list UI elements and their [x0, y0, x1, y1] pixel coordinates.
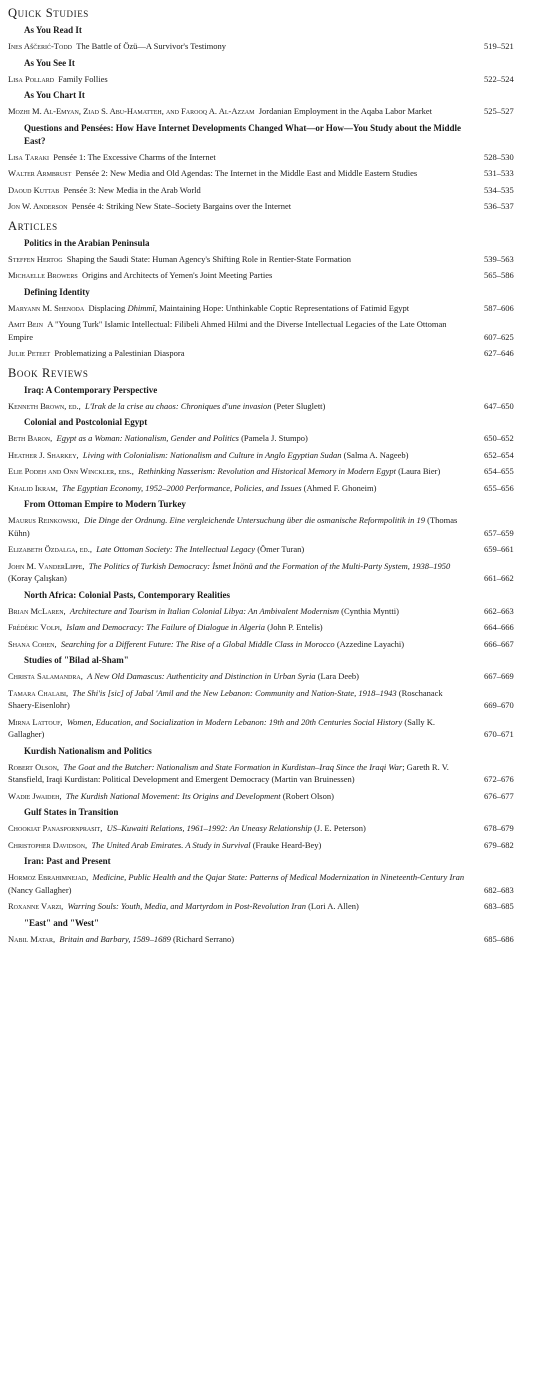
entry-pages: 672–676	[484, 774, 514, 784]
entry-title: A "Young Turk" Islamic Intellectual: Filibeli Ahmed Hilmi and the Diverse Intellectual Legacies of the Late Ottoman Empire	[8, 319, 447, 342]
entry-author: Michaelle Browers	[8, 270, 78, 280]
subsection-heading: Gulf States in Transition	[24, 807, 119, 817]
entry-title-italic: Women, Education, and Socialization in Modern Lebanon: 19th and 20th Centuries Social History	[66, 716, 403, 727]
toc-entry[interactable]	[0, 687, 550, 712]
entry-title: Jordanian Employment in the Aqaba Labor Market	[258, 106, 432, 116]
entry-author: Maryann M. Shenoda	[8, 302, 85, 313]
toc-entry[interactable]	[0, 73, 550, 86]
subsection-heading: "East" and "West"	[24, 917, 99, 928]
entry-title-post: (Roschanack Shaery-Eisenlohr)	[8, 687, 443, 710]
entry-pages: 522–524	[484, 73, 514, 84]
entry-pages: 669–670	[484, 700, 514, 710]
toc-entry[interactable]	[0, 40, 550, 53]
toc-entry[interactable]	[0, 761, 550, 786]
entry-pages: 662–663	[484, 605, 514, 616]
entry-pages: 587–606	[484, 302, 514, 313]
entry-pages: 607–625	[484, 331, 514, 342]
entry-author: Beth Baron,	[8, 433, 53, 443]
entry-title-post: (Koray Çalışkan)	[8, 573, 67, 583]
entry-pages: 534–535	[484, 184, 514, 195]
subsection-heading: Studies of "Bilad al-Sham"	[24, 655, 129, 665]
toc-entry[interactable]	[0, 269, 550, 282]
subsection-heading: As You See It	[24, 57, 75, 68]
toc-entry[interactable]	[0, 543, 550, 556]
entry-author: Lisa Pollard	[8, 73, 55, 84]
entry-title-post: (Sally K. Gallagher)	[8, 716, 436, 739]
entry-author: Christa Salamandra,	[8, 671, 83, 681]
subsection-heading: Questions and Pensées: How Have Internet Developments Changed What—or How—You Study about the Middle East?	[24, 122, 461, 146]
entry-title-italic: Britain and Barbary, 1589–1689	[59, 933, 171, 944]
entry-title-post: ; Gareth R. V. Stansfield, Iraqi Kurdistan: Political Development and Emergent Democracy (Martin van Bruinessen)	[8, 761, 449, 784]
entry-title-italic: The United Arab Emirates. A Study in Survival	[91, 839, 251, 850]
toc-entry[interactable]	[0, 839, 550, 852]
subsection-heading: North Africa: Colonial Pasts, Contemporary Realities	[24, 589, 230, 600]
toc-entry[interactable]	[0, 465, 550, 478]
entry-title-italic: Medicine, Public Health and the Qajar State: Patterns of Medical Modernization in Nineteenth-Century Iran	[92, 872, 465, 882]
entry-title-italic: Dhimmī	[127, 302, 155, 313]
entry-pages: 647–650	[484, 400, 514, 411]
entry-pages: 659–661	[484, 544, 514, 554]
entry-author: Robert Olson,	[8, 761, 60, 772]
toc-entry[interactable]	[0, 605, 550, 618]
entry-author: Steffen Hertog	[8, 253, 63, 264]
entry-pages: 528–530	[484, 151, 514, 162]
entry-author: Tamara Chalabi,	[8, 687, 69, 698]
entry-author: Ines Aščerić-Todd	[8, 41, 72, 51]
toc-entry[interactable]	[0, 318, 550, 343]
entry-pages: 682–683	[484, 884, 514, 895]
toc-entry[interactable]	[0, 253, 550, 266]
entry-author: Julie Peteet	[8, 348, 51, 358]
subsection-heading: Iran: Past and Present	[24, 856, 111, 866]
entry-author: Maurus Reinkowski,	[8, 515, 80, 525]
entry-title-italic: US–Kuwaiti Relations, 1961–1992: An Uneasy Relationship	[106, 823, 312, 833]
toc-entry[interactable]	[0, 716, 550, 741]
entry-title-post: , Maintaining Hope: Unthinkable Coptic Representations of Fatimid Egypt	[154, 302, 410, 313]
entry-title-italic: Architecture and Tourism in Italian Colonial Libya: An Ambivalent Modernism	[69, 605, 339, 616]
entry-title: The Battle of Özü—A Survivor's Testimony	[76, 41, 227, 51]
toc-entry[interactable]	[0, 790, 550, 803]
subsection-heading: Politics in the Arabian Peninsula	[24, 237, 150, 248]
entry-pages: 657–659	[484, 527, 514, 538]
entry-author: Roxanne Varzi,	[8, 901, 64, 911]
entry-author: Elizabeth Özdalga, ed.,	[8, 544, 92, 554]
entry-author: Amit Bein	[8, 319, 43, 329]
entry-author: Daoud Kuttab	[8, 184, 60, 195]
section-title: Articles	[8, 218, 58, 233]
entry-author: Chookiat Panaspornprasit,	[8, 823, 103, 833]
toc-entry[interactable]	[0, 167, 550, 180]
entry-title: Shaping the Saudi State: Human Agency's Shifting Role in Rentier-State Formation	[66, 253, 351, 264]
entry-title-post: (Thomas Kühn)	[8, 515, 458, 538]
entry-author: John M. VanderLippe,	[8, 560, 85, 571]
entry-pages: 525–527	[484, 106, 514, 116]
subsection-heading: Colonial and Postcolonial Egypt	[24, 417, 148, 427]
entry-author: Mirna Lattouf,	[8, 716, 63, 727]
toc-entry[interactable]	[0, 638, 550, 651]
toc-entry[interactable]	[0, 560, 550, 585]
entry-author: Hormoz Ebrahimnejad,	[8, 872, 89, 882]
entry-title: Pensée 3: New Media in the Arab World	[63, 184, 201, 195]
toc-entry[interactable]	[0, 449, 550, 462]
entry-pages: 650–652	[484, 433, 514, 443]
entry-title-italic: Warring Souls: Youth, Media, and Martyrdom in Post-Revolution Iran	[67, 901, 306, 911]
entry-pages: 654–655	[484, 466, 514, 476]
entry-author: Elie Podeh and Onn Winckler, eds.,	[8, 466, 134, 476]
entry-author: Khalid Ikram,	[8, 482, 58, 493]
subsection-heading: Defining Identity	[24, 286, 90, 297]
entry-pages: 685–686	[484, 933, 514, 944]
entry-pages: 519–521	[484, 41, 514, 51]
entry-title-post: (Richard Serrano)	[170, 933, 235, 944]
subsection-heading: As You Chart It	[24, 90, 85, 100]
toc-entry[interactable]	[0, 184, 550, 197]
entry-title: Pensée 4: Striking New State–Society Bargains over the Internet	[71, 201, 292, 211]
entry-title: Problematizing a Palestinian Diaspora	[54, 348, 185, 358]
toc-entry[interactable]	[0, 822, 550, 835]
entry-title-italic: The Shi'is [sic] of Jabal 'Amil and the New Lebanon: Community and Nation-State, 1918–1943	[72, 687, 397, 698]
entry-author: Kenneth Brown, ed.,	[8, 400, 81, 411]
toc-entry[interactable]	[0, 200, 550, 213]
entry-pages: 536–537	[484, 201, 514, 211]
entry-pages: 565–586	[484, 270, 514, 280]
entry-author: Christopher Davidson,	[8, 839, 88, 850]
entry-title-post: (Ömer Turan)	[255, 544, 305, 554]
entry-pages: 539–563	[484, 253, 514, 264]
entry-pages: 655–656	[484, 482, 514, 493]
entry-title-post: (Ahmed F. Ghoneim)	[301, 482, 377, 493]
entry-title-italic: Late Ottoman Society: The Intellectual Legacy	[96, 544, 256, 554]
entry-title: Origins and Architects of Yemen's Joint Meeting Parties	[81, 270, 273, 280]
entry-title-italic: The Goat and the Butcher: Nationalism and State Formation in Kurdistan–Iraq Since the Iraqi War	[63, 761, 403, 772]
toc-entry[interactable]	[0, 105, 550, 118]
entry-pages: 676–677	[484, 790, 514, 801]
entry-title-post: (Peter Sluglett)	[271, 400, 326, 411]
toc-entry[interactable]	[0, 400, 550, 413]
entry-title-post: (Lori A. Allen)	[305, 901, 359, 911]
toc-entry[interactable]	[0, 347, 550, 360]
entry-author: Walter Armbrust	[8, 168, 72, 178]
entry-title-post: (Laura Bier)	[395, 466, 441, 476]
entry-title-italic: Islam and Democracy: The Failure of Dialogue in Algeria	[66, 622, 265, 632]
entry-pages: 678–679	[484, 823, 514, 833]
entry-title: Family Follies	[58, 73, 108, 84]
entry-title-post: (Frauke Heard-Bey)	[250, 839, 322, 850]
entry-author: Shana Cohen,	[8, 638, 57, 649]
entry-pages: 666–667	[484, 638, 514, 649]
entry-pages: 661–662	[484, 573, 514, 583]
entry-pages: 531–533	[484, 168, 514, 178]
entry-author: Wadie Jwaideh,	[8, 790, 62, 801]
entry-title-post: (Lara Deeb)	[315, 671, 359, 681]
entry-title-italic: Egypt as a Woman: Nationalism, Gender and Politics	[56, 433, 239, 443]
entry-title-italic: Die Dinge der Ordnung. Eine vergleichende Untersuchung über die osmanische Reformpolitik in 19	[84, 515, 426, 525]
entry-pages: 683–685	[484, 901, 514, 911]
entry-title-post: (Nancy Gallagher)	[8, 884, 72, 895]
entry-pages: 667–669	[484, 671, 514, 681]
toc-entry[interactable]	[0, 151, 550, 164]
toc-entry[interactable]	[0, 432, 550, 445]
entry-title-italic: The Politics of Turkish Democracy: İsmet İnönü and the Formation of the Multi-Party System, 1938–1950	[88, 560, 451, 571]
entry-author: Nabil Matar,	[8, 933, 56, 944]
entry-pages: 664–666	[484, 622, 514, 632]
entry-title-italic: A New Old Damascus: Authenticity and Distinction in Urban Syria	[87, 671, 316, 681]
entry-title-post: (Robert Olson)	[280, 790, 334, 801]
entry-title-italic: The Egyptian Economy, 1952–2000 Performance, Policies, and Issues	[62, 482, 302, 493]
entry-title-italic: The Kurdish National Movement: Its Origins and Development	[65, 790, 281, 801]
entry-title-post: (J. E. Peterson)	[311, 823, 366, 833]
subsection-heading: Kurdish Nationalism and Politics	[24, 745, 152, 756]
entry-author: Heather J. Sharkey,	[8, 449, 79, 460]
entry-pages: 627–646	[484, 348, 514, 358]
entry-title: Pensée 1: The Excessive Charms of the Internet	[53, 151, 216, 162]
toc-entry[interactable]	[0, 621, 550, 634]
entry-title-post: (Azzedine Layachi)	[334, 638, 405, 649]
entry-author: Lisa Taraki	[8, 151, 50, 162]
subsection-heading: From Ottoman Empire to Modern Turkey	[24, 499, 186, 509]
section-title: Quick Studies	[8, 6, 89, 20]
toc-entry[interactable]	[0, 871, 550, 896]
entry-title-italic: L'Irak de la crise au chaos: Chroniques d'une invasion	[85, 400, 272, 411]
entry-title-post: (Salma A. Nageeb)	[341, 449, 409, 460]
toc-entry[interactable]	[0, 933, 550, 946]
toc-entry[interactable]	[0, 670, 550, 683]
section-title: Book Reviews	[8, 365, 89, 380]
entry-title-italic: Living with Colonialism: Nationalism and Culture in Anglo Egyptian Sudan	[82, 449, 342, 460]
entry-title: Pensée 2: New Media and Old Agendas: The Internet in the Middle East and Middle Eastern Studies	[75, 168, 418, 178]
entry-title-post: (Cynthia Myntti)	[339, 605, 399, 616]
entry-pages: 679–682	[484, 839, 514, 850]
entry-title-post: (John P. Entelis)	[265, 622, 323, 632]
entry-title-italic: Rethinking Nasserism: Revolution and Historical Memory in Modern Egypt	[138, 466, 396, 476]
entry-title-italic: Searching for a Different Future: The Rise of a Global Middle Class in Morocco	[60, 638, 335, 649]
toc-entry[interactable]	[0, 514, 550, 539]
subsection-heading: Iraq: A Contemporary Perspective	[24, 384, 158, 395]
entry-author: Frédéric Volpi,	[8, 622, 62, 632]
entry-author: Mozhi M. Al-Emyan, Ziad S. Abu-Hamatteh, and Farooq A. Al-Azzam	[8, 106, 255, 116]
entry-title-post: (Pamela J. Stumpo)	[238, 433, 308, 443]
entry-author: Jon W. Anderson	[8, 201, 68, 211]
entry-pages: 670–671	[484, 729, 514, 739]
toc-entry[interactable]	[0, 900, 550, 913]
subsection-heading: As You Read It	[24, 25, 82, 35]
entry-title-pre: Displacing	[88, 302, 128, 313]
toc-entry[interactable]	[0, 302, 550, 315]
entry-pages: 652–654	[484, 449, 514, 460]
toc-entry[interactable]	[0, 482, 550, 495]
entry-author: Brian McLaren,	[8, 605, 66, 616]
